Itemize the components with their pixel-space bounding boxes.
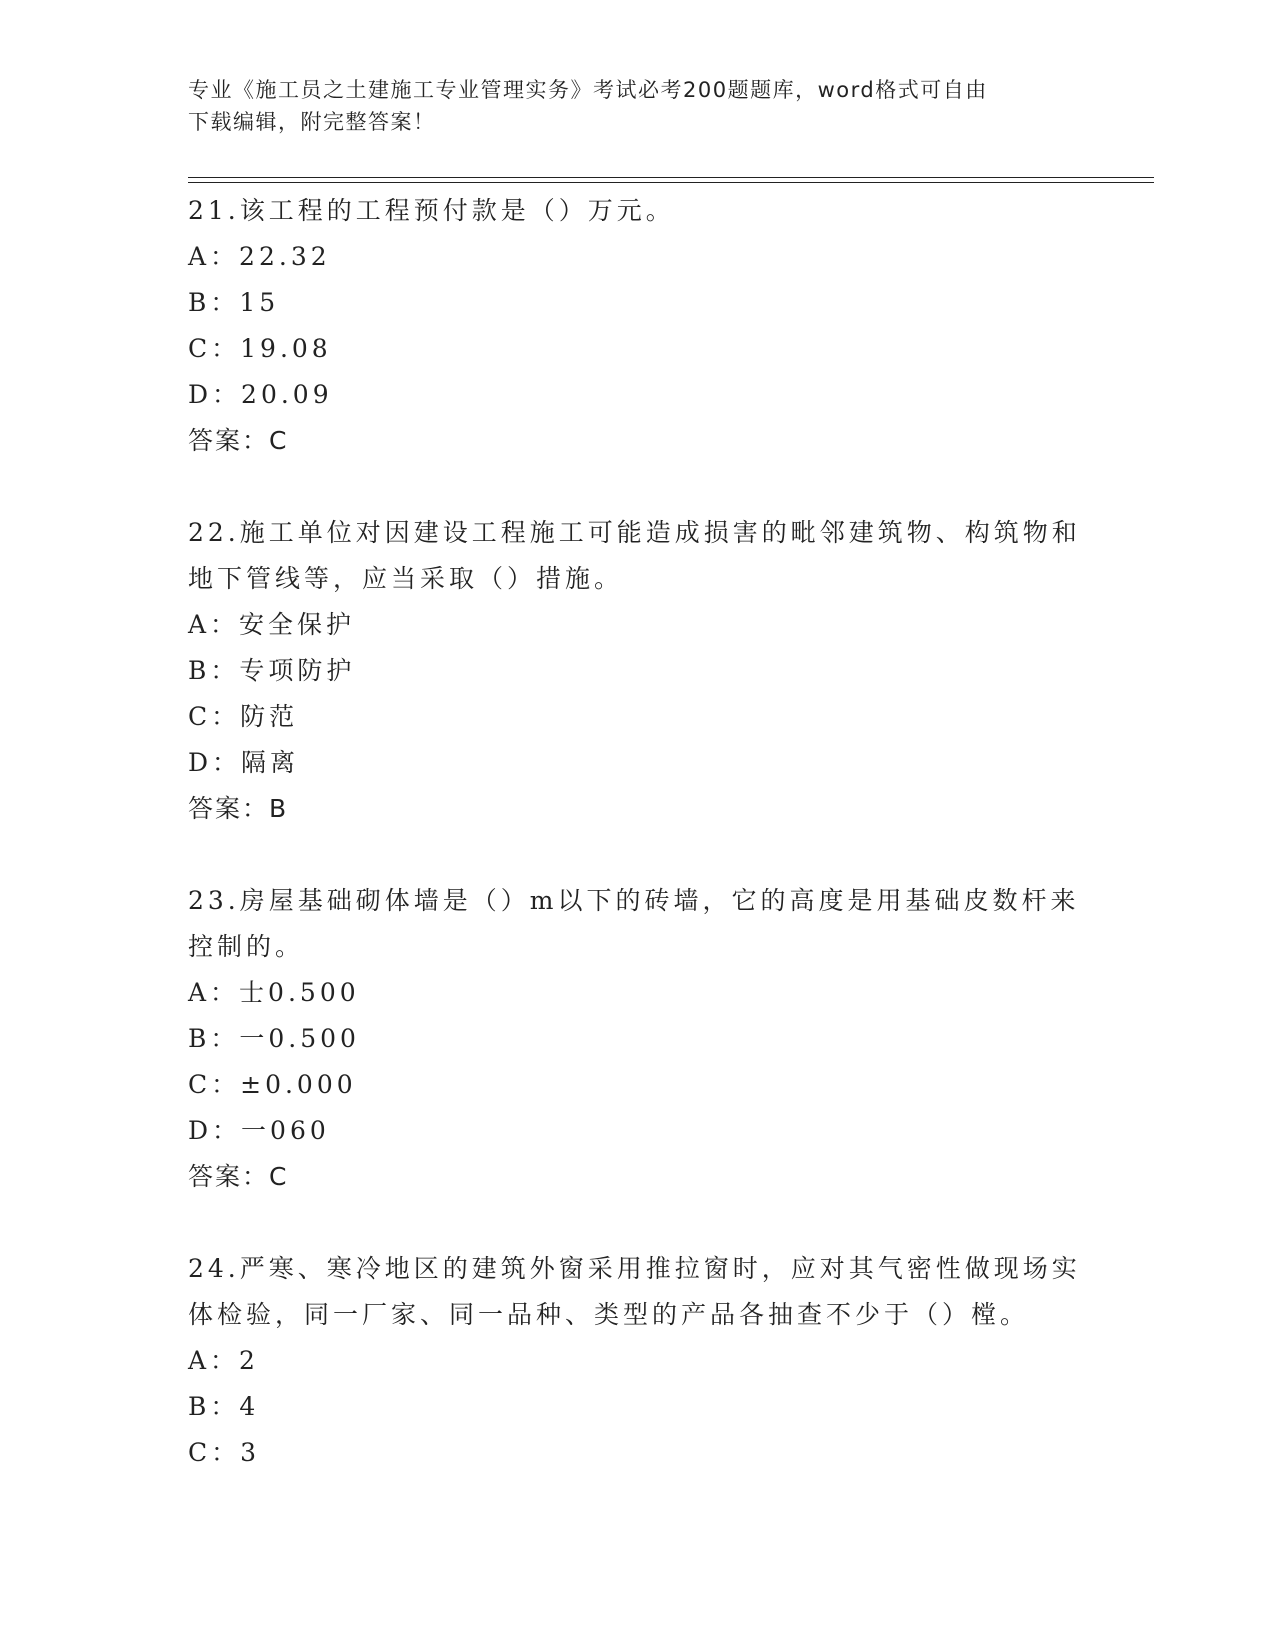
question-gap [188,832,1088,878]
header-line-2: 下载编辑，附完整答案！ [188,110,436,134]
option-c: C：±0.000 [188,1070,357,1099]
question-text: 24.严寒、寒冷地区的建筑外窗采用推拉窗时，应对其气密性做现场实 [188,1254,1081,1283]
question-block [188,878,1088,1200]
question-text: 23.房屋基础砌体墙是（）m以下的砖墙，它的高度是用基础皮数杆来 [188,886,1080,915]
option-b: B：专项防护 [188,656,356,685]
question-block [188,188,1088,464]
option-c: C：19.08 [188,334,332,363]
question-text: 21.该工程的工程预付款是（）万元。 [188,196,675,225]
answer-line: 答案：B [188,794,289,823]
option-b: B：一0.500 [188,1024,360,1053]
option-a: A：2 [188,1346,259,1375]
option-a: A：22.32 [188,242,331,271]
header-rule-bottom [188,182,1154,183]
question-list [188,188,1088,1476]
option-c: C：3 [188,1438,261,1467]
option-d: D：隔离 [188,748,300,777]
option-b: B：4 [188,1392,260,1421]
option-a: A：士0.500 [188,978,360,1007]
option-c: C：防范 [188,702,299,731]
option-b: B：15 [188,288,280,317]
document-header [188,74,1078,138]
header-line-1: 专业《施工员之土建施工专业管理实务》考试必考200题题库，word格式可自由 [188,78,988,102]
question-gap [188,1200,1088,1246]
option-d: D：一060 [188,1116,330,1145]
header-rule-top [188,177,1154,178]
option-a: A：安全保护 [188,610,356,639]
question-text-continued: 体检验，同一厂家、同一品种、类型的产品各抽查不少于（）樘。 [188,1300,1030,1329]
option-d: D：20.09 [188,380,333,409]
question-text-continued: 地下管线等，应当采取（）措施。 [188,564,624,593]
question-block [188,1246,1088,1476]
question-block [188,510,1088,832]
answer-line: 答案：C [188,1162,289,1191]
question-text: 22.施工单位对因建设工程施工可能造成损害的毗邻建筑物、构筑物和 [188,518,1081,547]
answer-line: 答案：C [188,426,289,455]
question-gap [188,464,1088,510]
question-text-continued: 控制的。 [188,932,305,961]
